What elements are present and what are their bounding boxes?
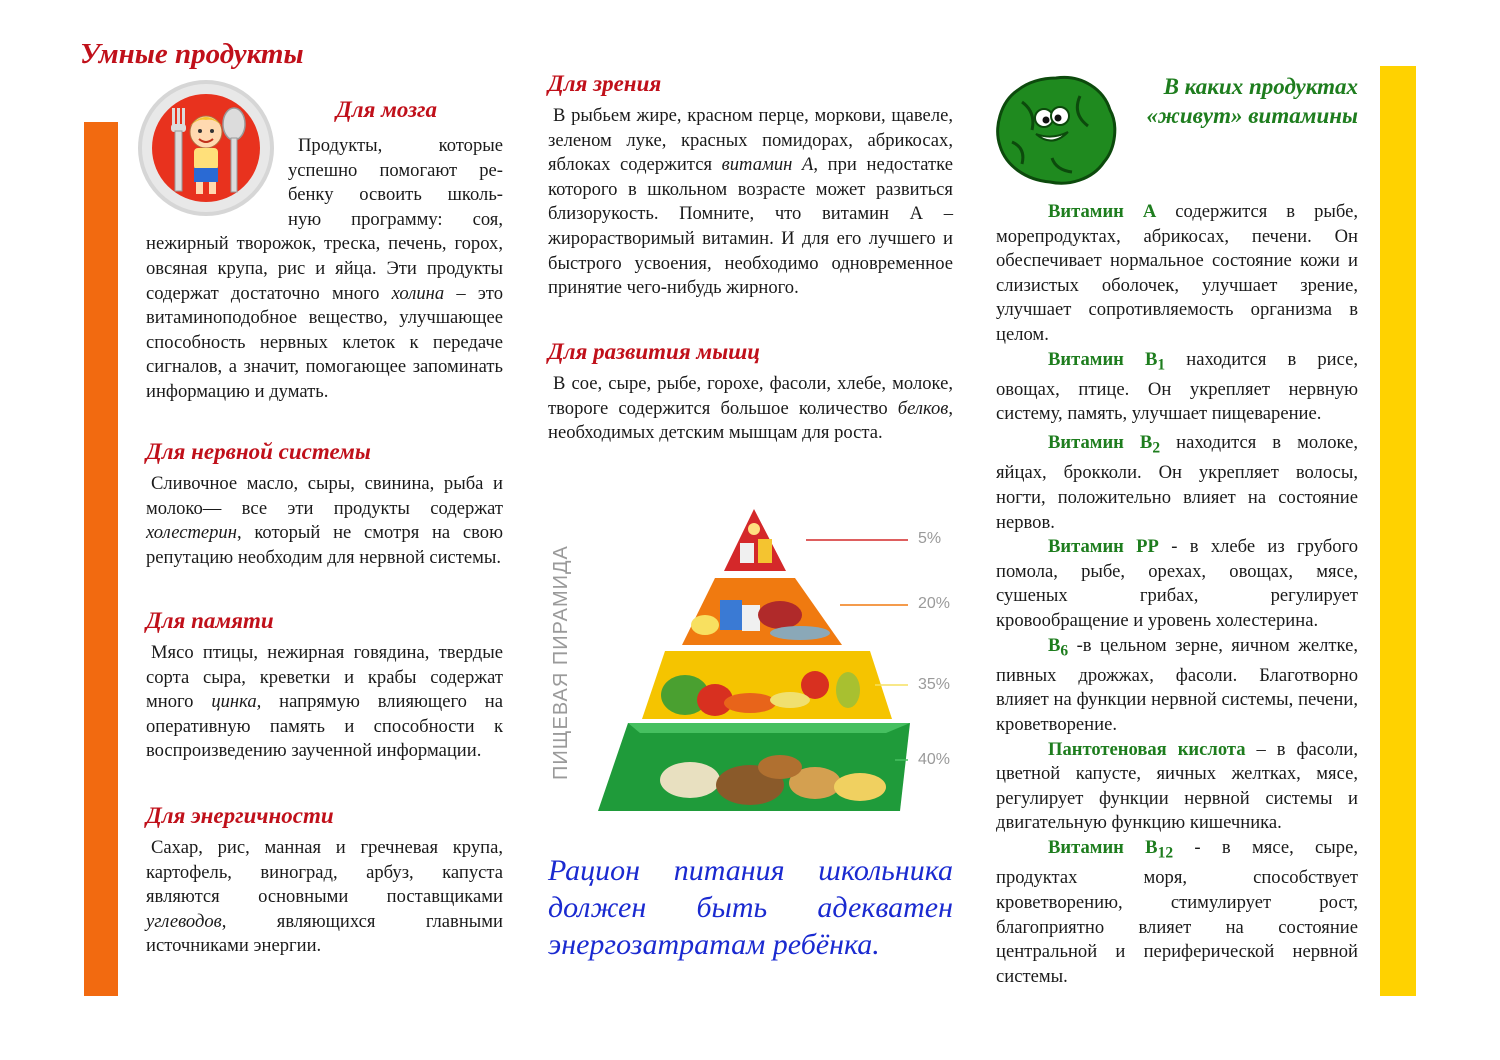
vision-title: Для зрения [548,71,662,96]
vitamin-pp-item: Витамин PP - в хлебе из грубого помола, рыбе, орехах, овощах, мясе, сушеных грибах, регулирует кровообращение и уровень холестерина. [996,536,1358,631]
vitamin-b1-item: Витамин $B_1$ находится в рисе, овощах, птице. Он укрепляет нервную систему, память, улучшает пищеварение. [996,348,1358,425]
pyramid-percent-40: 40% [918,751,951,768]
vitamin-a-item: Витамин А содержится в рыбе, морепродуктах, абрикосах, печени. Он обеспечивает нормальное состояние кожи и слизистых оболочек, улучшает зрение, улучшает сопротивляемость организма в целом. [996,201,1358,345]
pyramid-percent-20: 20% [918,595,951,612]
energy-title: Для энергичности [146,803,334,828]
energy-text: Сахар, рис, манная и гречневая крупа, картофель, виноград, арбуз, капуста являются основными поставщиками углеводов, являющихся главными источниками энергии. [146,837,503,957]
food-pyramid-image [590,505,970,825]
nerves-title: Для нервной системы [146,439,371,464]
brain-line: бенку освоить школь- [288,184,503,206]
vitamins-section [996,72,1358,130]
slogan-text: Рацион питания школьника должен быть адекватен энергозатратам ребёнка. [548,854,953,961]
pyramid-percent-5: 5% [918,530,942,547]
brain-title: Для мозга [336,97,438,122]
vision-text: В рыбьем жире, красном перце, моркови, щавеле, зеленом луке, красных помидорах, абрикосах, яблоках содержится витамин А, при недостатке которого в школьном возрасте может развиться близорукость. Помните, что витамин А – жирорастворимый витамин. И для его лучшего и быстрого усвоения, необходимо одновременное принятие чего-нибудь жирного. [548,105,953,299]
memory-title: Для памяти [146,608,274,633]
brain-line: Продукты, которые [298,135,503,156]
vitamin-b2-item: Витамин $B_2$ находится в молоке, яйцах, брокколи. Он укрепляет волосы, ногти, положительно влияет на состояние нервов. [996,432,1358,533]
vitamins-title-line1: В каких продуктах [1163,74,1358,99]
energy-section [146,802,503,959]
memory-text: Мясо птицы, нежирная говядина, твердые сорта сыра, креветки и крабы содержат много цинка, напрямую влияющего на оперативную память и способности к воспроизведению заученной информации. [146,642,504,762]
left-orange-bar [84,122,118,996]
vision-section [548,70,953,301]
memory-section [146,607,503,764]
vitamins-list [996,200,1358,989]
muscles-title: Для развития мышц [548,339,761,364]
brain-line: успешно помогают ре- [288,159,503,181]
muscles-text: В сое, сыре, рыбе, горохе, фасоли, хлебе, молоке, твороге содержится большое количество белков, необходимых детским мышцам для роста. [548,373,953,444]
vitamin-b6-item: $B_6$ -в цельном зерне, яичном желтке, пивных дрожжах, фасоли. Благотворно влияет на функции нервной системы, печени, кроветворение. [996,634,1358,736]
nerves-section [146,438,503,570]
nerves-text: Сливочное масло, сыры, свинина, рыба и молоко— все эти продукты содержат холестерин, который не смотря на свою репутацию необходим для нервной системы. [146,473,503,568]
pyramid-level-red [724,509,786,571]
pantothenic-acid-item: Пантотеновая кислота – в фасоли, цветной капусте, яичных желтках, мясе, регулирует функции нервной системы и двигательную функцию кишечника. [996,738,1358,834]
brain-line: ную программу: соя, [288,208,503,230]
pyramid-percent-35: 35% [918,676,951,693]
vitamins-title-line2: «живут» витамины [1146,103,1358,128]
right-yellow-bar [1380,66,1416,996]
brain-text: нежирный творожок, треска, печень, горох, овсяная крупа, рис и яйца. Эти продукты содержат достаточно много холина – это витаминоподобное вещество, улучшающее способность нервных клеток к передаче сигналов, а значит, помогающее запоминать информацию и думать. [146,233,503,402]
vitamin-b12-item: Витамин $B_{12}$ - в мясе, сыре, продуктах моря, способствует кроветворению, стимулирует рост, благоприятно влияет на состояние центральной и периферической нервной системы. [996,837,1358,987]
pyramid-label: ПИЩЕВАЯ ПИРАМИДА [550,545,572,780]
page-title: Умные продукты [80,38,304,70]
muscles-section [548,338,953,446]
